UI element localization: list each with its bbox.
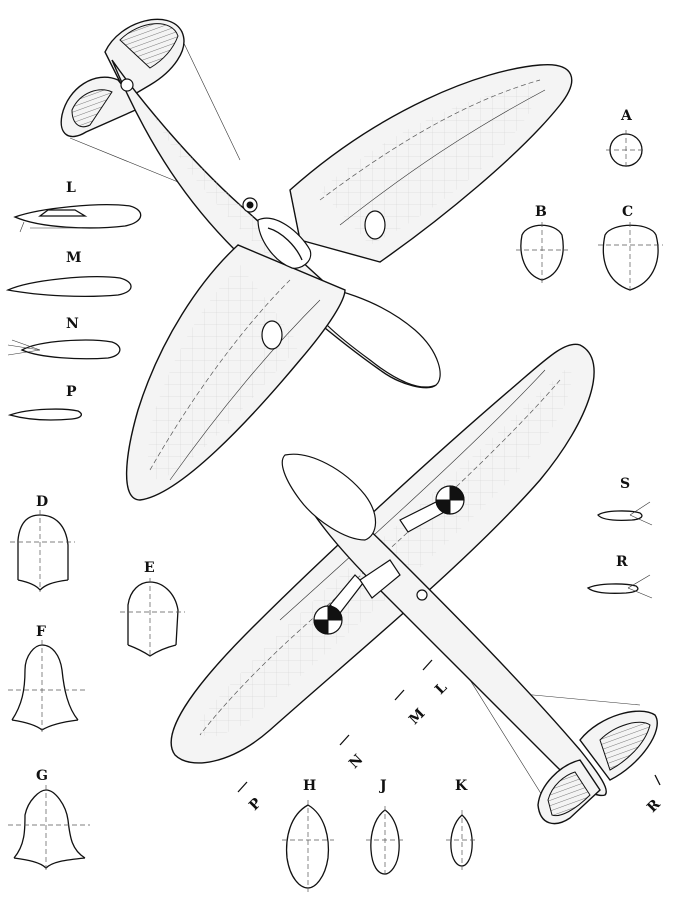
section-F	[8, 624, 85, 732]
top-view-wing-roundel-left	[262, 321, 282, 349]
section-C	[598, 204, 663, 292]
label-N: N	[66, 316, 79, 332]
label-M: M	[66, 250, 82, 266]
section-J	[366, 778, 404, 878]
section-E	[120, 560, 185, 658]
label-F: F	[36, 624, 46, 640]
label-G: G	[36, 768, 48, 784]
section-R	[588, 554, 652, 598]
cut-label-M: M	[406, 705, 429, 728]
cut-label-R: R	[644, 796, 664, 816]
section-G	[8, 768, 90, 870]
cut-marker-R	[644, 775, 664, 816]
cut-label-N: N	[346, 751, 367, 772]
cut-marker-M	[395, 690, 428, 728]
label-S: S	[620, 476, 631, 492]
top-view-wing-roundel-right	[365, 211, 385, 239]
section-P	[10, 384, 81, 420]
label-E: E	[144, 560, 155, 576]
label-J: J	[380, 778, 387, 794]
label-C: C	[622, 204, 634, 220]
cut-marker-P	[238, 782, 265, 814]
label-K: K	[455, 778, 468, 794]
label-D: D	[36, 494, 49, 510]
cut-marker-N	[340, 735, 367, 772]
label-A: A	[621, 108, 632, 124]
cut-label-P: P	[246, 795, 265, 814]
section-S	[598, 476, 652, 525]
label-H: H	[303, 778, 317, 794]
section-D	[10, 494, 75, 592]
section-H	[282, 778, 334, 892]
cut-marker-L	[423, 660, 450, 698]
section-K	[446, 778, 478, 870]
section-M	[8, 250, 131, 296]
section-A	[606, 108, 646, 170]
section-N	[8, 316, 120, 359]
section-L	[15, 180, 141, 232]
label-P: P	[66, 384, 77, 400]
label-R: R	[616, 554, 628, 570]
label-B: B	[535, 204, 547, 220]
label-L: L	[66, 180, 76, 196]
cut-label-L: L	[432, 679, 451, 698]
section-B	[516, 204, 568, 283]
